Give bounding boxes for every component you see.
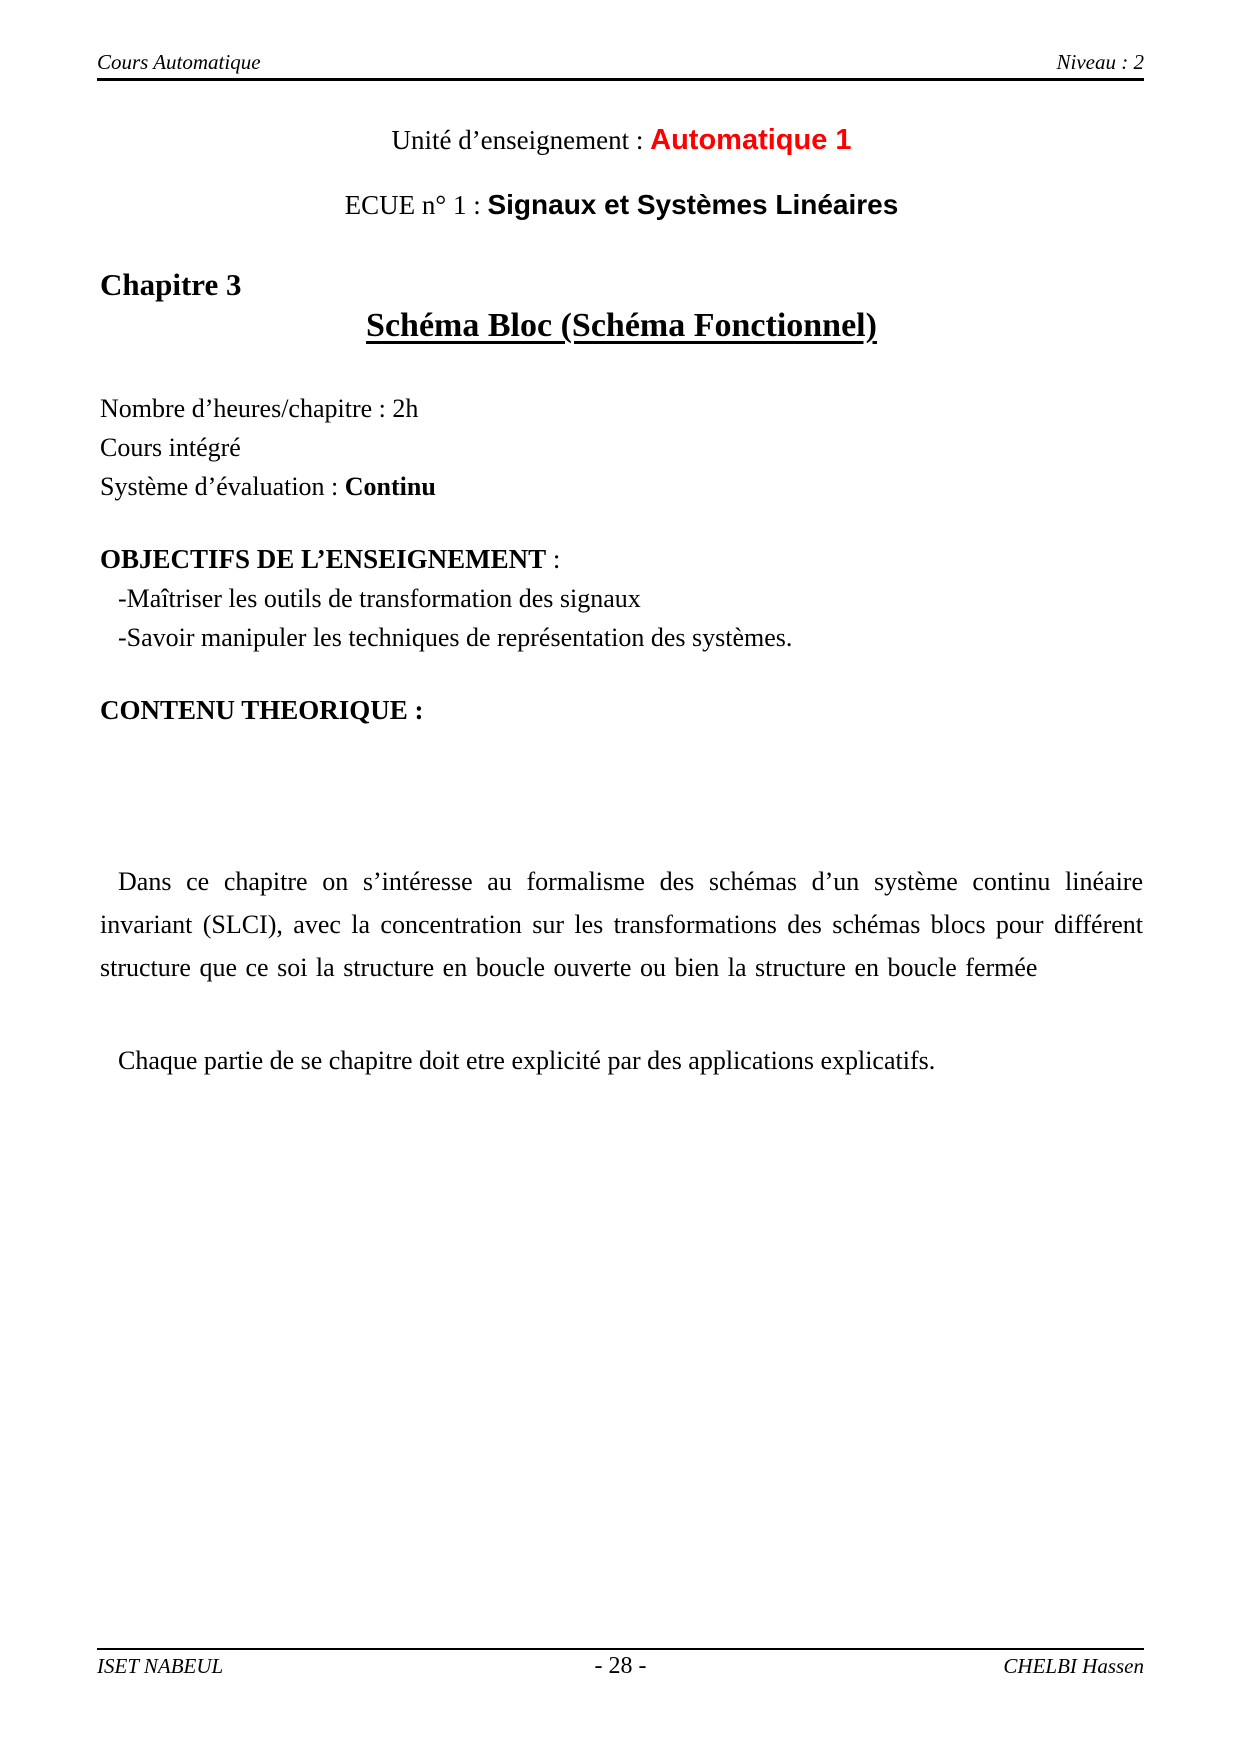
teaching-unit-line [100,124,1143,157]
page-body [100,110,1143,1082]
meta-evaluation-value: Continu [344,472,436,501]
teaching-unit-name: Automatique 1 [650,124,852,156]
chapter-title: Schéma Bloc (Schéma Fonctionnel) [366,307,877,344]
meta-evaluation-prefix: Système d’évaluation : [100,472,345,501]
header-level: Niveau : 2 [1056,50,1144,74]
page-footer [97,1648,1144,1680]
footer-page-number: - 28 - [594,1653,647,1679]
chapter-number: Chapitre 3 [100,267,242,302]
chapter-title-line [100,307,1143,345]
objectives-heading-line [100,544,1143,575]
objectives-heading-colon: : [546,544,561,574]
objectives-heading: OBJECTIFS DE L’ENSEIGNEMENT [100,544,547,574]
meta-evaluation [100,467,1143,506]
teaching-unit-prefix: Unité d’enseignement : [391,125,651,155]
meta-course-type: Cours intégré [100,433,241,462]
objective-item: -Savoir manipuler les techniques de représentation des systèmes. [118,623,793,652]
header-course-title: Cours Automatique [97,50,261,74]
content-paragraph-1: Dans ce chapitre on s’intéresse au formalisme des schémas d’un système continu linéaire invariant (SLCI), avec la concentration sur les transformations des schémas blocs pour différent structure que ce soi la structure en boucle ouverte ou bien la structure en boucle fermée [100,867,1143,982]
page-header [97,50,1144,81]
ecue-prefix: ECUE n° 1 : [344,190,488,220]
ecue-name: Signaux et Systèmes Linéaires [487,189,899,220]
ecue-line [100,189,1143,221]
content-heading: CONTENU THEORIQUE : [100,695,424,725]
chapter-meta [100,389,1143,506]
footer-author: CHELBI Hassen [1003,1654,1144,1678]
objectives-list [100,579,1143,657]
objective-item: -Maîtriser les outils de transformation des signaux [118,584,641,613]
footer-institution: ISET NABEUL [97,1654,224,1678]
content-paragraph-2: Chaque partie de se chapitre doit etre explicité par des applications explicatifs. [118,1046,936,1075]
meta-hours: Nombre d’heures/chapitre : 2h [100,394,419,423]
